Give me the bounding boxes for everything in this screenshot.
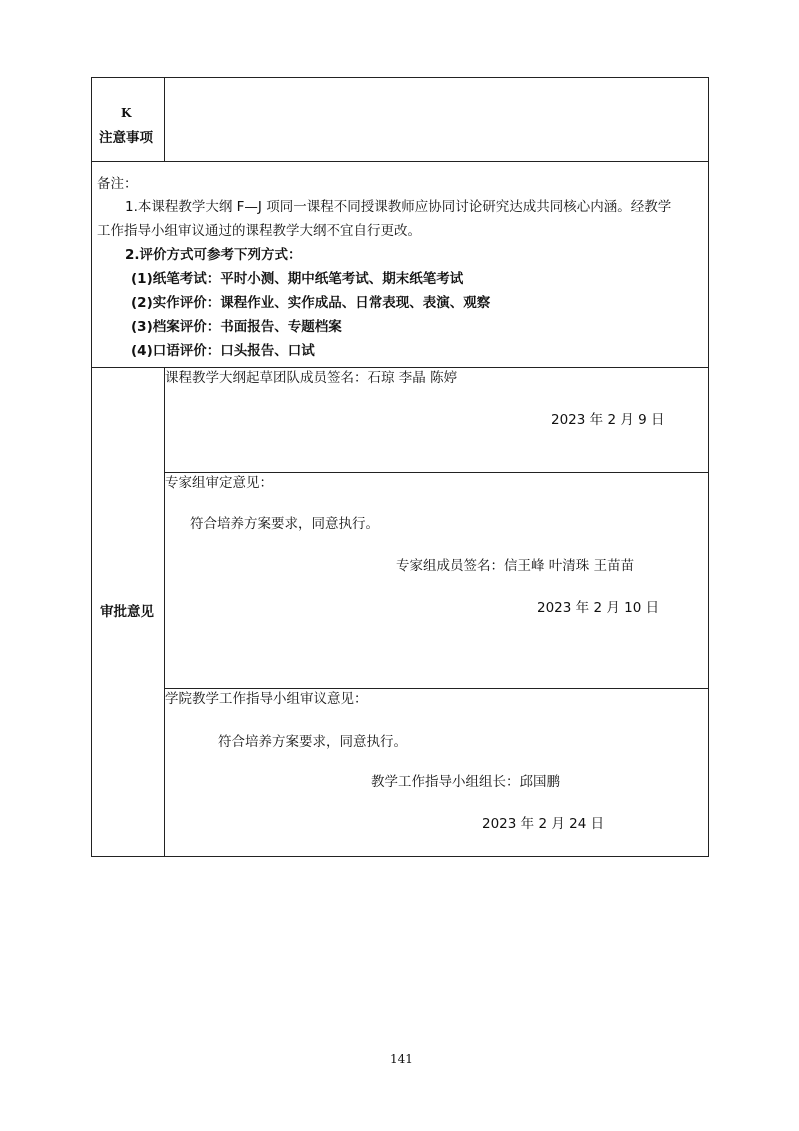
college-heading: 学院教学工作指导小组审议意见： (165, 691, 368, 707)
drafting-signature-line: 课程教学大纲起草团队成员签名：石琼 李晶 陈婷 (165, 370, 458, 386)
page-number: 141 (390, 1052, 413, 1066)
table-bottom-border (91, 856, 709, 857)
expert-date: 2023 年 2 月 10 日 (537, 600, 660, 616)
eval-method-1: (1)纸笔考试：平时小测、期中纸笔考试、期末纸笔考试 (131, 271, 464, 287)
expert-signature-line: 专家组成员签名：信王峰 叶清珠 王苗苗 (396, 558, 635, 574)
expert-opinion: 符合培养方案要求，同意执行。 (190, 516, 379, 532)
section-k-letter: K (121, 106, 132, 120)
table-right-border (708, 77, 709, 857)
college-opinion: 符合培养方案要求，同意执行。 (218, 734, 407, 750)
section-k-divider (164, 77, 165, 162)
notes-item1-line2: 工作指导小组审议通过的课程教学大纲不宜自行更改。 (97, 223, 421, 239)
college-signature-line: 教学工作指导小组组长：邱国鹏 (371, 774, 560, 790)
notes-bottom-border (91, 367, 709, 368)
drafting-date: 2023 年 2 月 9 日 (551, 412, 665, 428)
section-k-title: 注意事项 (99, 130, 153, 146)
section-k-bottom-border (91, 161, 709, 162)
drafting-bottom-border (164, 472, 709, 473)
notes-heading: 备注： (97, 176, 138, 192)
table-left-border (91, 77, 92, 857)
expert-heading: 专家组审定意见： (165, 475, 273, 491)
eval-method-3: (3)档案评价：书面报告、专题档案 (131, 319, 342, 335)
approval-divider (164, 367, 165, 857)
approval-label: 审批意见 (100, 604, 154, 620)
college-date: 2023 年 2 月 24 日 (482, 816, 605, 832)
eval-method-4: (4)口语评价：口头报告、口试 (131, 343, 315, 359)
eval-method-2: (2)实作评价：课程作业、实作成品、日常表现、表演、观察 (131, 295, 491, 311)
table-top-border (91, 77, 709, 78)
notes-item2: 2.评价方式可参考下列方式： (125, 247, 302, 263)
notes-item1-line1: 1.本课程教学大纲 F—J 项同一课程不同授课教师应协同讨论研究达成共同核心内涵。经教学 (125, 199, 672, 215)
expert-bottom-border (164, 688, 709, 689)
